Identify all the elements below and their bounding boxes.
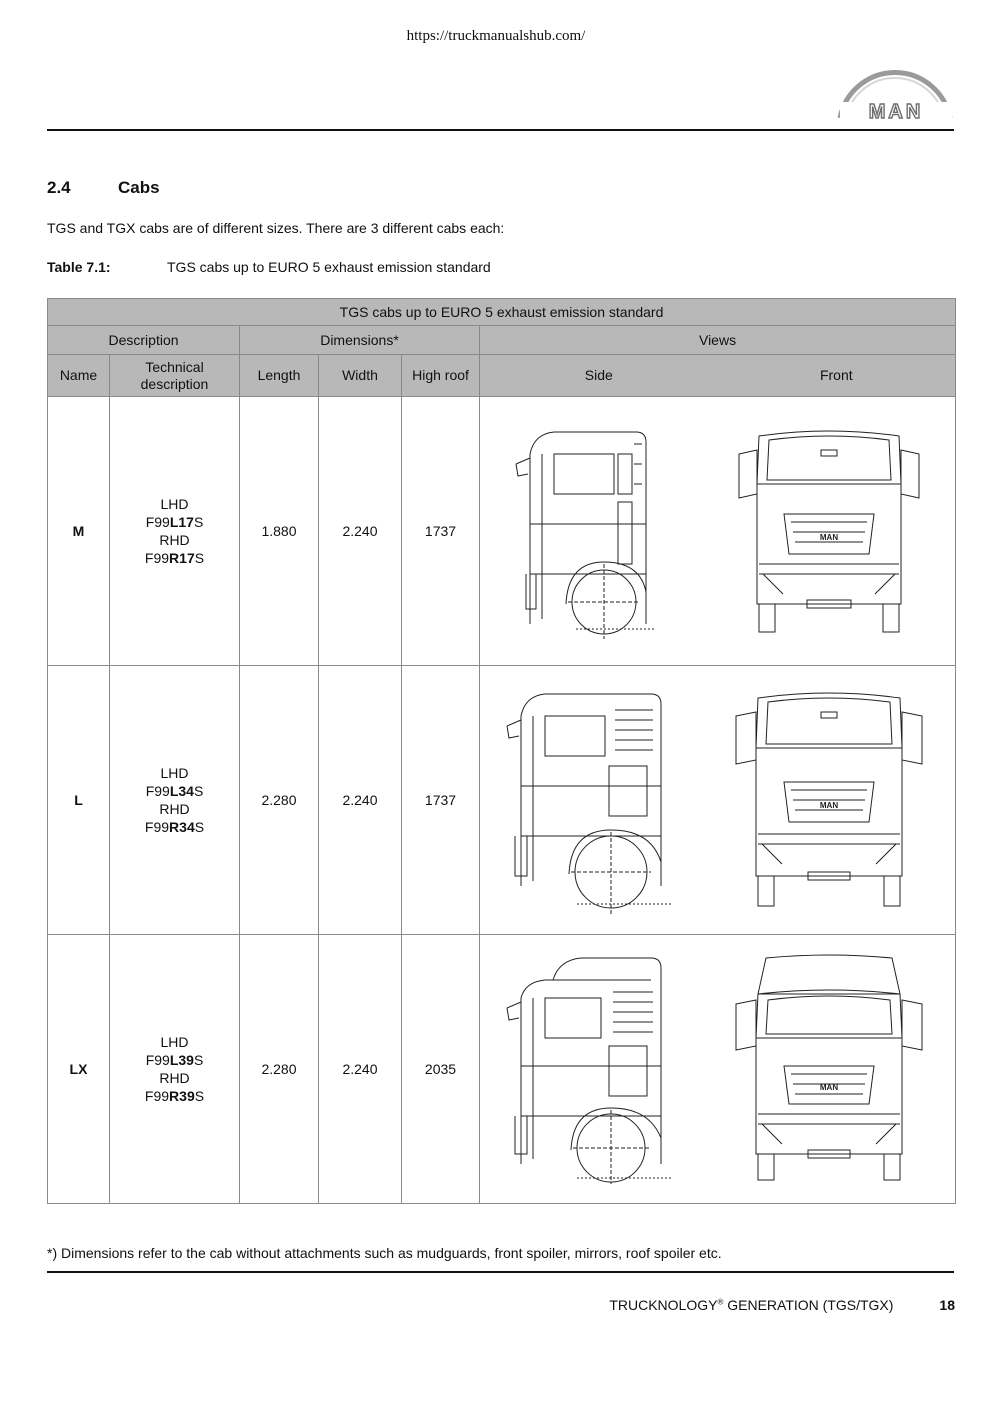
table-row [48, 935, 956, 1204]
lhd-code: L17 [169, 514, 194, 530]
man-logo [832, 54, 956, 124]
table-row [48, 397, 956, 666]
lhd-prefix: F99 [145, 1052, 170, 1068]
logo-text: MAN [868, 101, 924, 123]
cab-length: 1.880 [240, 397, 319, 666]
header-rule [47, 129, 954, 131]
section-title: Cabs [118, 178, 160, 197]
cab-views [480, 397, 956, 666]
svg-text:MAN: MAN [819, 801, 838, 810]
lhd-label: LHD [160, 1034, 189, 1050]
group-description: Description [48, 326, 240, 355]
rhd-code: R39 [169, 1088, 195, 1104]
footer-rule [47, 1271, 954, 1273]
lhd-prefix: F99 [145, 514, 170, 530]
cab-technical-description [110, 666, 240, 935]
footer-brand: TRUCKNOLOGY [609, 1297, 718, 1313]
rhd-suffix: S [194, 819, 205, 835]
table-caption-text: TGS cabs up to EURO 5 exhaust emission standard [167, 259, 491, 275]
lhd-label: LHD [160, 496, 189, 512]
cab-width: 2.240 [319, 397, 402, 666]
side-view-drawing [501, 686, 681, 914]
group-dimensions: Dimensions* [240, 326, 480, 355]
rhd-label: RHD [159, 532, 190, 548]
side-view-drawing [501, 954, 681, 1184]
col-technical-description [110, 355, 240, 397]
rhd-label: RHD [159, 1070, 190, 1086]
footer-title: GENERATION (TGS/TGX) [723, 1297, 894, 1313]
cab-length: 2.280 [240, 935, 319, 1204]
side-view-drawing [506, 424, 676, 639]
cab-high-roof: 1737 [402, 397, 480, 666]
lhd-suffix: S [193, 1052, 204, 1068]
rhd-label: RHD [159, 801, 190, 817]
section-heading [47, 178, 160, 198]
page-footer [609, 1297, 955, 1313]
cab-length: 2.280 [240, 666, 319, 935]
lhd-prefix: F99 [145, 783, 170, 799]
front-view-drawing [724, 686, 934, 914]
cab-high-roof: 1737 [402, 666, 480, 935]
group-views: Views [480, 326, 956, 355]
lhd-code: L39 [169, 1052, 194, 1068]
front-view-drawing [724, 954, 934, 1184]
rhd-code: R34 [169, 819, 195, 835]
rhd-prefix: F99 [144, 550, 170, 566]
cab-name: LX [48, 935, 110, 1204]
front-view-drawing [729, 424, 929, 639]
cab-width: 2.240 [319, 935, 402, 1204]
rhd-code: R17 [169, 550, 195, 566]
section-number: 2.4 [47, 178, 71, 197]
cab-name: M [48, 397, 110, 666]
table-caption-label: Table 7.1: [47, 259, 111, 275]
header-url: https://truckmanualshub.com/ [406, 28, 586, 44]
col-name: Name [48, 355, 110, 397]
col-side: Side [584, 367, 613, 383]
col-front: Front [819, 367, 853, 383]
cab-technical-description [110, 397, 240, 666]
cab-technical-description [110, 935, 240, 1204]
col-length: Length [240, 355, 319, 397]
footer-registered-mark: ® [717, 1297, 724, 1307]
cab-high-roof: 2035 [402, 935, 480, 1204]
rhd-prefix: F99 [144, 1088, 170, 1104]
table-title: TGS cabs up to EURO 5 exhaust emission standard [48, 299, 956, 326]
col-high-roof: High roof [402, 355, 480, 397]
rhd-suffix: S [194, 1088, 205, 1104]
table-row [48, 666, 956, 935]
rhd-suffix: S [194, 550, 205, 566]
svg-text:MAN: MAN [819, 532, 838, 542]
cab-name: L [48, 666, 110, 935]
cab-views [480, 935, 956, 1204]
col-tech-line2: description [140, 375, 209, 392]
lhd-suffix: S [193, 783, 204, 799]
col-views [480, 355, 956, 397]
cabs-table [47, 298, 956, 1204]
rhd-prefix: F99 [144, 819, 170, 835]
cab-views [480, 666, 956, 935]
lhd-suffix: S [193, 514, 204, 530]
lhd-label: LHD [160, 765, 189, 781]
page-number: 18 [939, 1297, 955, 1313]
cab-width: 2.240 [319, 666, 402, 935]
table-caption [47, 259, 491, 275]
footnote: *) Dimensions refer to the cab without attachments such as mudguards, front spoiler, mirrors, roof spoiler etc. [47, 1245, 722, 1261]
lhd-code: L34 [169, 783, 194, 799]
col-width: Width [319, 355, 402, 397]
svg-text:MAN: MAN [819, 1083, 838, 1092]
col-tech-line1: Technical [145, 358, 204, 375]
intro-text: TGS and TGX cabs are of different sizes. There are 3 different cabs each: [47, 220, 505, 236]
